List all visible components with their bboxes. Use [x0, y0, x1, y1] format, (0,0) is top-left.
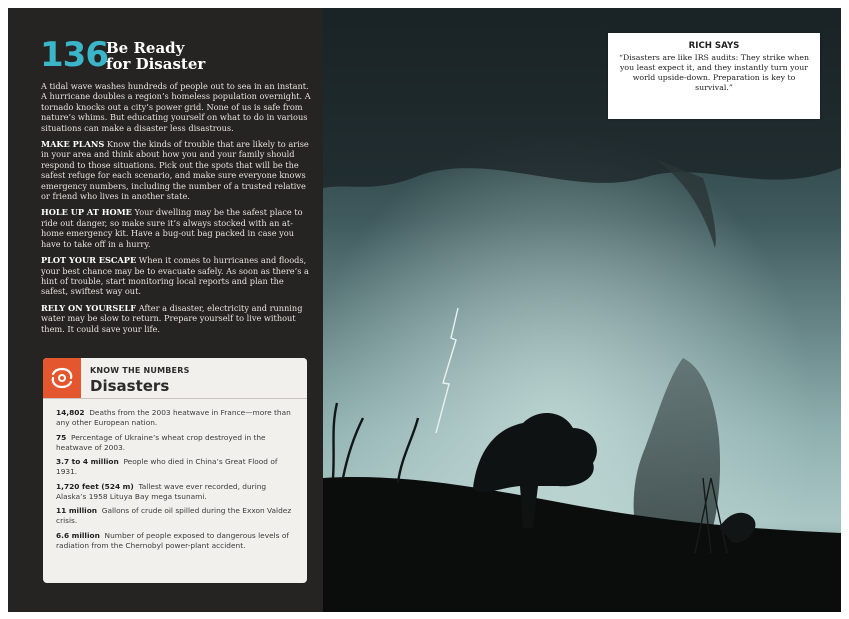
tip-number: 136 — [40, 35, 108, 75]
quote-heading: RICH SAYS — [688, 41, 740, 51]
fact-figure: 75 — [56, 432, 67, 442]
fact-text: Percentage of Ukraine’s wheat crop destroyed in the heatwave of 2003. — [56, 432, 266, 452]
section-rely-yourself — [41, 303, 313, 334]
box-kicker: KNOW THE NUMBERS — [90, 366, 190, 375]
fact-figure: 6.6 million — [56, 530, 100, 540]
numbers-box — [43, 358, 307, 583]
section-text: After a disaster, electricity and running water may be slow to return. Prepare yourself to live without them. It could save your life. — [41, 302, 303, 334]
page-title — [106, 40, 205, 72]
section-text: Know the kinds of trouble that are likely to arise in your area and think about how you and your family should respond to those situations. Pick out the spots that will be the safest refuge for each scenario, and make sure everyone knows emergency numbers, including the number of a trusted relative or friend who lives in another state. — [41, 139, 309, 202]
fact-text: Tallest wave ever recorded, during Alaska’s 1958 Lituya Bay mega tsunami. — [56, 481, 267, 501]
fact-item — [56, 506, 298, 526]
facts-list — [56, 408, 298, 556]
body-text — [41, 81, 313, 340]
section-make-plans — [41, 139, 313, 201]
fact-text: Gallons of crude oil spilled during the Exxon Valdez crisis. — [56, 506, 292, 526]
hurricane-icon — [49, 365, 75, 391]
fact-item — [56, 408, 298, 428]
quote-box — [608, 33, 820, 119]
fact-figure: 3.7 to 4 million — [56, 457, 119, 467]
fact-item — [56, 457, 298, 477]
right-page-photo — [323, 8, 841, 612]
quote-text: “Disasters are like IRS audits: They strike when you least expect it, and they instantly turn your world upside-down. Preparation is key to survival.” — [619, 53, 809, 92]
box-title: Disasters — [90, 377, 170, 395]
fact-figure: 1,720 feet (524 m) — [56, 481, 134, 491]
title-line-1: Be Ready — [106, 39, 185, 57]
section-hole-up — [41, 207, 313, 249]
section-text: When it comes to hurricanes and floods, your best chance may be to evacuate safely. As soon as there’s a hint of trouble, start monitoring local reports and plan the safest, swiftest way out. — [41, 255, 309, 297]
fact-text: People who died in China’s Great Flood of 1931. — [56, 457, 278, 477]
fact-figure: 11 million — [56, 506, 98, 516]
numbers-box-header — [43, 358, 307, 399]
intro-paragraph: A tidal wave washes hundreds of people out to sea in an instant. A hurricane doubles a region’s homeless population overnight. A tornado knocks out a city’s power grid. None of us is safe from nature’s whims. But educating yourself on what to do in various situations can make a disaster less disastrous. — [41, 81, 311, 133]
section-text: Your dwelling may be the safest place to ride out danger, so make sure it’s always stocked with an at-home emergency kit. Have a bug-out bag packed in case you have to take off in a hurry. — [41, 207, 303, 249]
fact-item — [56, 433, 298, 453]
fact-item — [56, 531, 298, 551]
title-line-2: for Disaster — [106, 55, 206, 73]
fact-figure: 14,802 — [56, 408, 85, 417]
book-spread — [8, 8, 841, 612]
section-lead: PLOT YOUR ESCAPE — [41, 255, 137, 266]
fact-item — [56, 482, 298, 502]
fact-text: Deaths from the 2003 heatwave in France—more than any other European nation. — [56, 408, 291, 427]
fact-text: Number of people exposed to dangerous levels of radiation from the Chernobyl power-plant accident. — [56, 530, 289, 550]
section-plot-escape — [41, 255, 313, 297]
badge — [43, 358, 81, 398]
section-lead: HOLE UP AT HOME — [41, 207, 132, 218]
left-page — [8, 8, 323, 612]
section-lead: MAKE PLANS — [41, 139, 105, 150]
section-lead: RELY ON YOURSELF — [41, 302, 137, 313]
